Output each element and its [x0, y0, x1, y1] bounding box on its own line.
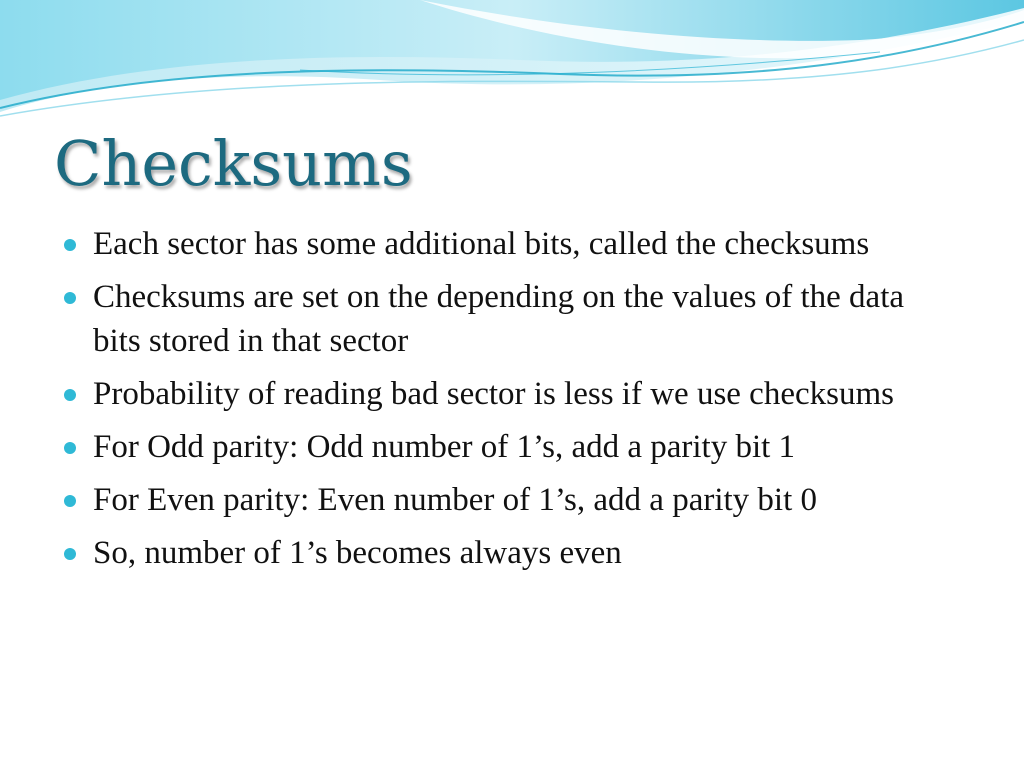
bullet-item: [58, 372, 958, 416]
bullet-item: [58, 222, 958, 266]
bullet-dot-icon: [64, 495, 76, 507]
wave-decoration: [0, 0, 1024, 130]
bullet-list: [58, 222, 958, 584]
bullet-text: Checksums are set on the depending on the values of the data bits stored in that sector: [93, 279, 905, 359]
bullet-text: Probability of reading bad sector is less if we use checksums: [93, 376, 894, 412]
bullet-text: For Odd parity: Odd number of 1’s, add a parity bit 1: [93, 429, 796, 465]
bullet-dot-icon: [64, 442, 76, 454]
bullet-dot-icon: [64, 239, 76, 251]
bullet-item: [58, 275, 958, 363]
bullet-text: Each sector has some additional bits, called the checksums: [93, 226, 870, 262]
bullet-dot-icon: [64, 548, 76, 560]
bullet-dot-icon: [64, 292, 76, 304]
bullet-text: So, number of 1’s becomes always even: [93, 535, 622, 571]
bullet-text: For Even parity: Even number of 1’s, add a parity bit 0: [93, 482, 818, 518]
bullet-item: [58, 425, 958, 469]
bullet-item: [58, 478, 958, 522]
slide-title: Checksums: [54, 127, 413, 200]
bullet-dot-icon: [64, 389, 76, 401]
bullet-item: [58, 531, 958, 575]
